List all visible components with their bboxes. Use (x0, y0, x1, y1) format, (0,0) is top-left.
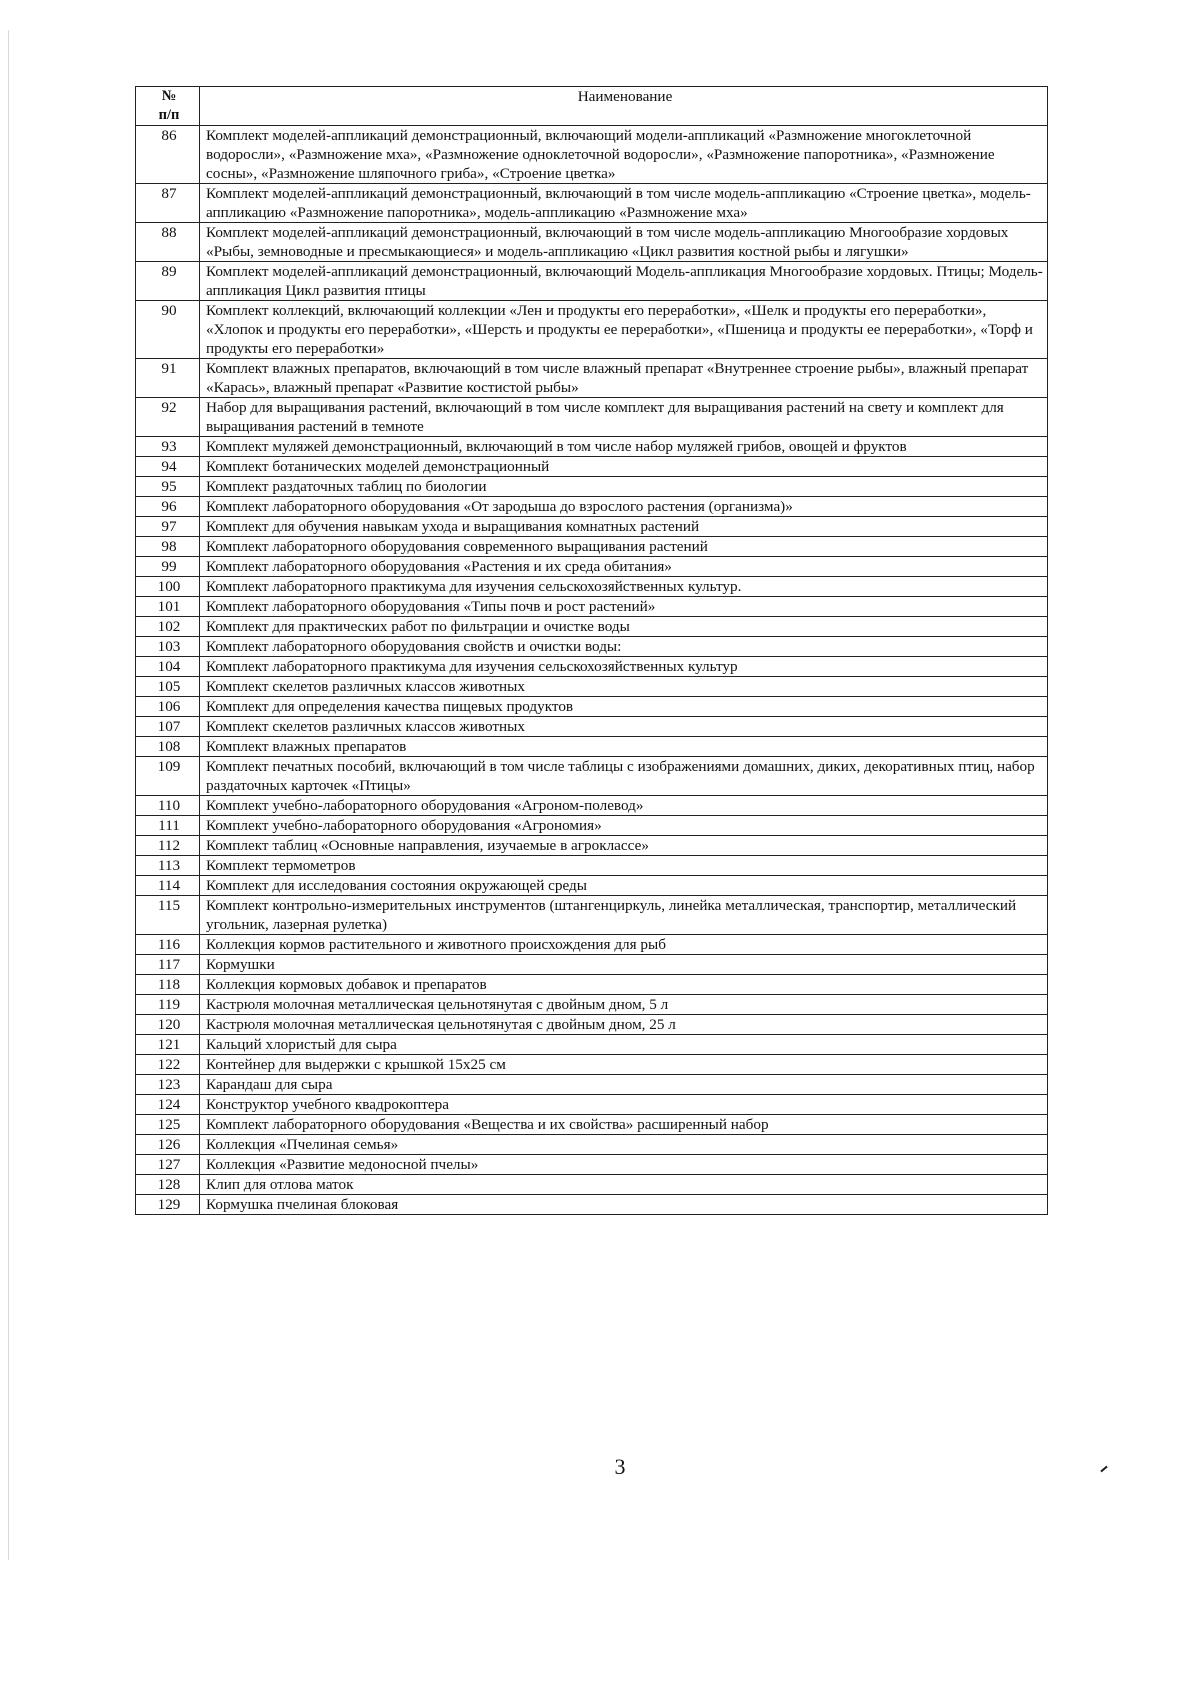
row-item-name: Коллекция кормов растительного и животного происхождения для рыб (200, 935, 1048, 955)
row-number: 115 (136, 896, 200, 935)
row-item-name: Кальций хлористый для сыра (200, 1035, 1048, 1055)
row-item-name: Комплект скелетов различных классов животных (200, 717, 1048, 737)
table-row (136, 1015, 1048, 1035)
table-row (136, 1075, 1048, 1095)
row-number: 106 (136, 697, 200, 717)
row-number: 119 (136, 995, 200, 1015)
table-row (136, 657, 1048, 677)
row-item-name: Комплект моделей-аппликаций демонстрационный, включающий Модель-аппликация Многообразие хордовых. Птицы; Модель-аппликация Цикл развития птицы (200, 262, 1048, 301)
row-number: 123 (136, 1075, 200, 1095)
row-item-name: Комплект влажных препаратов (200, 737, 1048, 757)
table-row (136, 757, 1048, 796)
row-number: 93 (136, 437, 200, 457)
table-row (136, 816, 1048, 836)
row-number: 111 (136, 816, 200, 836)
table-row (136, 637, 1048, 657)
row-item-name: Комплект влажных препаратов, включающий в том числе влажный препарат «Внутреннее строение рыбы», влажный препарат «Карась», влажный препарат «Развитие костистой рыбы» (200, 359, 1048, 398)
row-number: 107 (136, 717, 200, 737)
table-row (136, 1135, 1048, 1155)
row-number: 101 (136, 597, 200, 617)
row-number: 96 (136, 497, 200, 517)
row-item-name: Комплект лабораторного оборудования «Вещества и их свойства» расширенный набор (200, 1115, 1048, 1135)
row-item-name: Комплект печатных пособий, включающий в том числе таблицы с изображениями домашних, диких, декоративных птиц, набор раздаточных карточек «Птицы» (200, 757, 1048, 796)
scan-edge-line (8, 30, 9, 1560)
row-number: 102 (136, 617, 200, 637)
table-row (136, 1195, 1048, 1215)
row-item-name: Комплект моделей-аппликаций демонстрационный, включающий модели-аппликаций «Размножение многоклеточной водоросли», «Размножение мха», «Размножение одноклеточной водоросли», «Размножение папоротника», «Размножение сосны», «Размножение шляпочного гриба», «Строение цветка» (200, 126, 1048, 184)
row-number: 89 (136, 262, 200, 301)
row-number: 90 (136, 301, 200, 359)
scan-mark (1100, 1466, 1107, 1473)
row-item-name: Кастрюля молочная металлическая цельнотянутая с двойным дном, 5 л (200, 995, 1048, 1015)
row-item-name: Комплект раздаточных таблиц по биологии (200, 477, 1048, 497)
table-row (136, 1035, 1048, 1055)
row-number: 86 (136, 126, 200, 184)
column-header-number-line1: № (161, 88, 177, 104)
table-row (136, 1155, 1048, 1175)
row-number: 88 (136, 223, 200, 262)
table-row (136, 577, 1048, 597)
table-row (136, 457, 1048, 477)
row-number: 125 (136, 1115, 200, 1135)
row-number: 113 (136, 856, 200, 876)
table-row (136, 995, 1048, 1015)
table-row (136, 975, 1048, 995)
row-number: 127 (136, 1155, 200, 1175)
table-row (136, 1175, 1048, 1195)
row-number: 104 (136, 657, 200, 677)
row-item-name: Контейнер для выдержки с крышкой 15х25 см (200, 1055, 1048, 1075)
row-number: 99 (136, 557, 200, 577)
table-row (136, 697, 1048, 717)
row-number: 91 (136, 359, 200, 398)
table-row (136, 537, 1048, 557)
row-item-name: Клип для отлова маток (200, 1175, 1048, 1195)
row-number: 122 (136, 1055, 200, 1075)
page-number: 3 (614, 1454, 626, 1479)
row-item-name: Комплект лабораторного оборудования свойств и очистки воды: (200, 637, 1048, 657)
row-item-name: Карандаш для сыра (200, 1075, 1048, 1095)
table-row (136, 477, 1048, 497)
row-item-name: Комплект лабораторного практикума для изучения сельскохозяйственных культур. (200, 577, 1048, 597)
row-item-name: Комплект моделей-аппликаций демонстрационный, включающий в том числе модель-аппликацию Многообразие хордовых «Рыбы, земноводные и пресмыкающиеся» и модель-аппликацию «Цикл развития костной рыбы и лягушки» (200, 223, 1048, 262)
row-number: 128 (136, 1175, 200, 1195)
row-number: 114 (136, 876, 200, 896)
row-item-name: Комплект таблиц «Основные направления, изучаемые в агроклассе» (200, 836, 1048, 856)
column-header-name: Наименование (200, 87, 1048, 126)
row-item-name: Комплект лабораторного оборудования современного выращивания растений (200, 537, 1048, 557)
row-number: 103 (136, 637, 200, 657)
table-row (136, 1055, 1048, 1075)
row-item-name: Комплект моделей-аппликаций демонстрационный, включающий в том числе модель-аппликацию «Строение цветка», модель-аппликацию «Размножение папоротника», модель-аппликацию «Размножение мха» (200, 184, 1048, 223)
row-item-name: Комплект учебно-лабораторного оборудования «Агрономия» (200, 816, 1048, 836)
table-row (136, 935, 1048, 955)
row-number: 94 (136, 457, 200, 477)
table-row (136, 223, 1048, 262)
row-number: 118 (136, 975, 200, 995)
table-row (136, 677, 1048, 697)
table-row (136, 1095, 1048, 1115)
table-row (136, 597, 1048, 617)
row-item-name: Комплект контрольно-измерительных инструментов (штангенциркуль, линейка металлическая, транспортир, металлический угольник, лазерная рулетка) (200, 896, 1048, 935)
table-row (136, 359, 1048, 398)
row-item-name: Комплект для исследования состояния окружающей среды (200, 876, 1048, 896)
row-number: 121 (136, 1035, 200, 1055)
row-item-name: Конструктор учебного квадрокоптера (200, 1095, 1048, 1115)
row-number: 109 (136, 757, 200, 796)
table-row (136, 856, 1048, 876)
table-row (136, 126, 1048, 184)
row-number: 126 (136, 1135, 200, 1155)
row-number: 100 (136, 577, 200, 597)
row-item-name: Кормушки (200, 955, 1048, 975)
row-item-name: Комплект ботанических моделей демонстрационный (200, 457, 1048, 477)
row-item-name: Коллекция «Пчелиная семья» (200, 1135, 1048, 1155)
row-number: 124 (136, 1095, 200, 1115)
table-row (136, 517, 1048, 537)
table-row (136, 737, 1048, 757)
table-row (136, 876, 1048, 896)
table-row (136, 497, 1048, 517)
row-item-name: Комплект термометров (200, 856, 1048, 876)
column-header-number (136, 87, 200, 126)
row-item-name: Комплект лабораторного практикума для изучения сельскохозяйственных культур (200, 657, 1048, 677)
row-item-name: Комплект скелетов различных классов животных (200, 677, 1048, 697)
table-row (136, 184, 1048, 223)
row-number: 92 (136, 398, 200, 437)
row-item-name: Комплект лабораторного оборудования «Растения и их среда обитания» (200, 557, 1048, 577)
table-row (136, 836, 1048, 856)
row-number: 129 (136, 1195, 200, 1215)
row-number: 97 (136, 517, 200, 537)
table-row (136, 796, 1048, 816)
table-row (136, 955, 1048, 975)
column-header-number-line2: п/п (158, 107, 180, 123)
row-item-name: Комплект для определения качества пищевых продуктов (200, 697, 1048, 717)
row-item-name: Комплект лабораторного оборудования «От зародыша до взрослого растения (организма)» (200, 497, 1048, 517)
table-row (136, 617, 1048, 637)
table-row (136, 717, 1048, 737)
row-number: 87 (136, 184, 200, 223)
row-number: 116 (136, 935, 200, 955)
row-number: 117 (136, 955, 200, 975)
row-number: 110 (136, 796, 200, 816)
row-number: 95 (136, 477, 200, 497)
row-number: 105 (136, 677, 200, 697)
row-item-name: Комплект для практических работ по фильтрации и очистке воды (200, 617, 1048, 637)
row-number: 120 (136, 1015, 200, 1035)
table-row (136, 1115, 1048, 1135)
table-row (136, 301, 1048, 359)
row-item-name: Коллекция кормовых добавок и препаратов (200, 975, 1048, 995)
table-row (136, 398, 1048, 437)
row-item-name: Комплект для обучения навыкам ухода и выращивания комнатных растений (200, 517, 1048, 537)
table-row (136, 896, 1048, 935)
row-item-name: Набор для выращивания растений, включающий в том числе комплект для выращивания растений на свету и комплект для выращивания растений в темноте (200, 398, 1048, 437)
row-item-name: Комплект муляжей демонстрационный, включающий в том числе набор муляжей грибов, овощей и фруктов (200, 437, 1048, 457)
row-item-name: Кормушка пчелиная блоковая (200, 1195, 1048, 1215)
table-row (136, 437, 1048, 457)
row-number: 108 (136, 737, 200, 757)
equipment-table (135, 86, 1048, 1215)
row-item-name: Комплект учебно-лабораторного оборудования «Агроном-полевод» (200, 796, 1048, 816)
row-item-name: Комплект лабораторного оборудования «Типы почв и рост растений» (200, 597, 1048, 617)
row-item-name: Комплект коллекций, включающий коллекции «Лен и продукты его переработки», «Шелк и продукты его переработки», «Хлопок и продукты его переработки», «Шерсть и продукты ее переработки», «Пшеница и продукты ее переработки», «Торф и продукты его переработки» (200, 301, 1048, 359)
row-item-name: Коллекция «Развитие медоносной пчелы» (200, 1155, 1048, 1175)
table-body (136, 126, 1048, 1215)
table-row (136, 557, 1048, 577)
table-header-row (136, 87, 1048, 126)
row-number: 112 (136, 836, 200, 856)
table-row (136, 262, 1048, 301)
row-number: 98 (136, 537, 200, 557)
row-item-name: Кастрюля молочная металлическая цельнотянутая с двойным дном, 25 л (200, 1015, 1048, 1035)
